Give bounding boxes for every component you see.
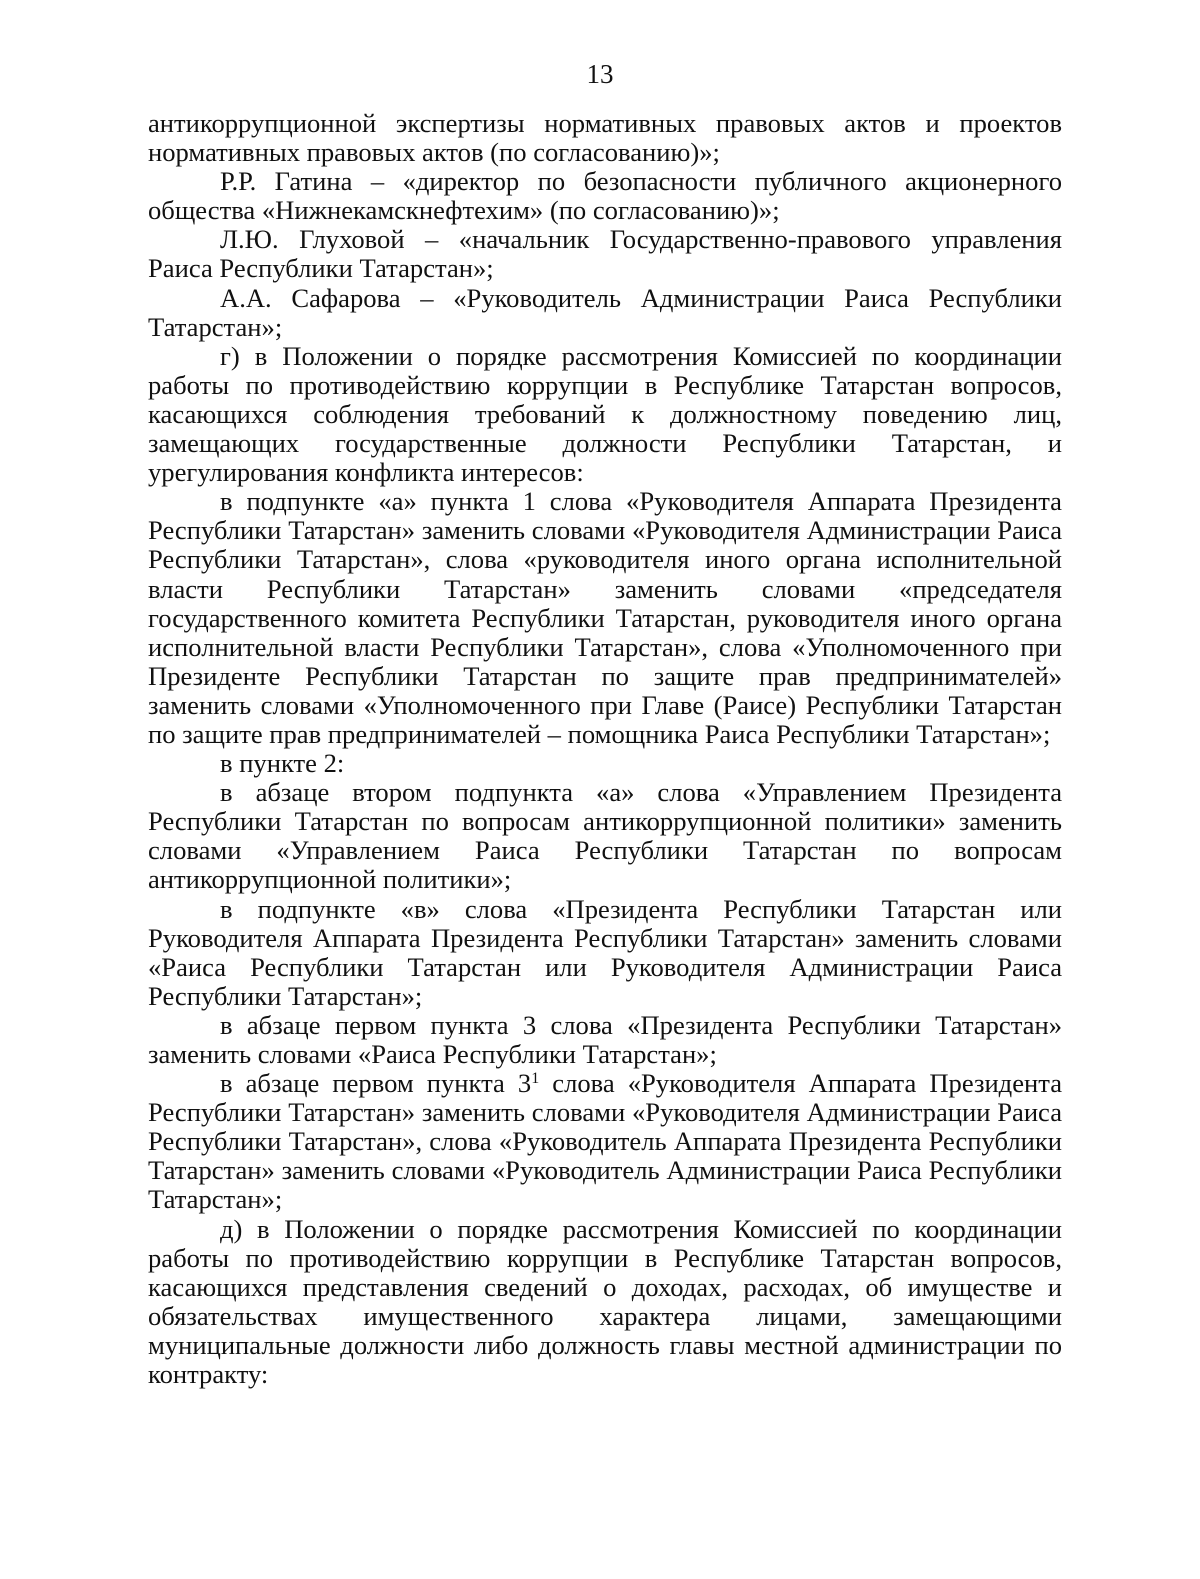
document-body (148, 109, 1062, 1389)
paragraph: А.А. Сафарова – «Руководитель Администрации Раиса Республики Татарстан»; (148, 282, 1062, 342)
paragraph: Л.Ю. Глуховой – «начальник Государственно-правового управления Раиса Республики Татарстан»; (148, 224, 1062, 284)
paragraph-text-before: в абзаце первом пункта 3 (220, 1068, 532, 1099)
paragraph: в подпункте «а» пункта 1 слова «Руководителя Аппарата Президента Республики Татарстан» заменить словами «Руководителя Администрации Раиса Республики Татарстан», слова «руководителя иного органа исполнительной власти Республики Татарстан» заменить словами «председателя государственного комитета Республики Татарстан, руководителя иного органа исполнительной власти Республики Татарстан», слова «Уполномоченного при Президенте Республики Татарстан по защите прав предпринимателей» заменить словами «Уполномоченного при Главе (Раисе) Республики Татарстан по защите прав предпринимателей – помощника Раиса Республики Татарстан»; (148, 486, 1062, 749)
paragraph: д) в Положении о порядке рассмотрения Комиссией по координации работы по противодействию коррупции в Республике Татарстан вопросов, касающихся представления сведений о доходах, расходах, об имуществе и обязательствах имущественного характера лицами, замещающими муниципальные должности либо должность главы местной администрации по контракту: (148, 1213, 1062, 1390)
paragraph: в абзаце первом пункта 3 слова «Президента Республики Татарстан» заменить словами «Раиса Республики Татарстан»; (148, 1009, 1062, 1069)
paragraph: антикоррупционной экспертизы нормативных правовых актов и проектов нормативных правовых актов (по согласованию)»; (148, 108, 1062, 168)
paragraph-text-after: слова «Руководителя Аппарата Президента Республики Татарстан» заменить словами «Руководителя Администрации Раиса Республики Татарстан», слова «Руководитель Аппарата Президента Республики Татарстан» заменить словами «Руководитель Администрации Раиса Республики Татарстан»; (148, 1068, 1062, 1215)
paragraph: Р.Р. Гатина – «директор по безопасности публичного акционерного общества «Нижнекамскнефтехим» (по согласованию)»; (148, 166, 1062, 226)
paragraph: в абзаце втором подпункта «а» слова «Управлением Президента Республики Татарстан по вопросам антикоррупционной политики» заменить словами «Управлением Раиса Республики Татарстан по вопросам антикоррупционной политики»; (148, 777, 1062, 895)
paragraph-with-superscript (148, 1069, 1062, 1214)
superscript-number: 1 (531, 1070, 540, 1088)
paragraph: г) в Положении о порядке рассмотрения Комиссией по координации работы по противодействию коррупции в Республике Татарстан вопросов, касающихся соблюдения требований к должностному поведению лиц, замещающих государственные должности Республики Татарстан, и урегулирования конфликта интересов: (148, 340, 1062, 488)
paragraph: в подпункте «в» слова «Президента Республики Татарстан или Руководителя Аппарата Президента Республики Татарстан» заменить словами «Раиса Республики Татарстан или Руководителя Администрации Раиса Республики Татарстан»; (148, 893, 1062, 1011)
page-number: 13 (586, 59, 614, 89)
paragraph: в пункте 2: (220, 748, 345, 779)
